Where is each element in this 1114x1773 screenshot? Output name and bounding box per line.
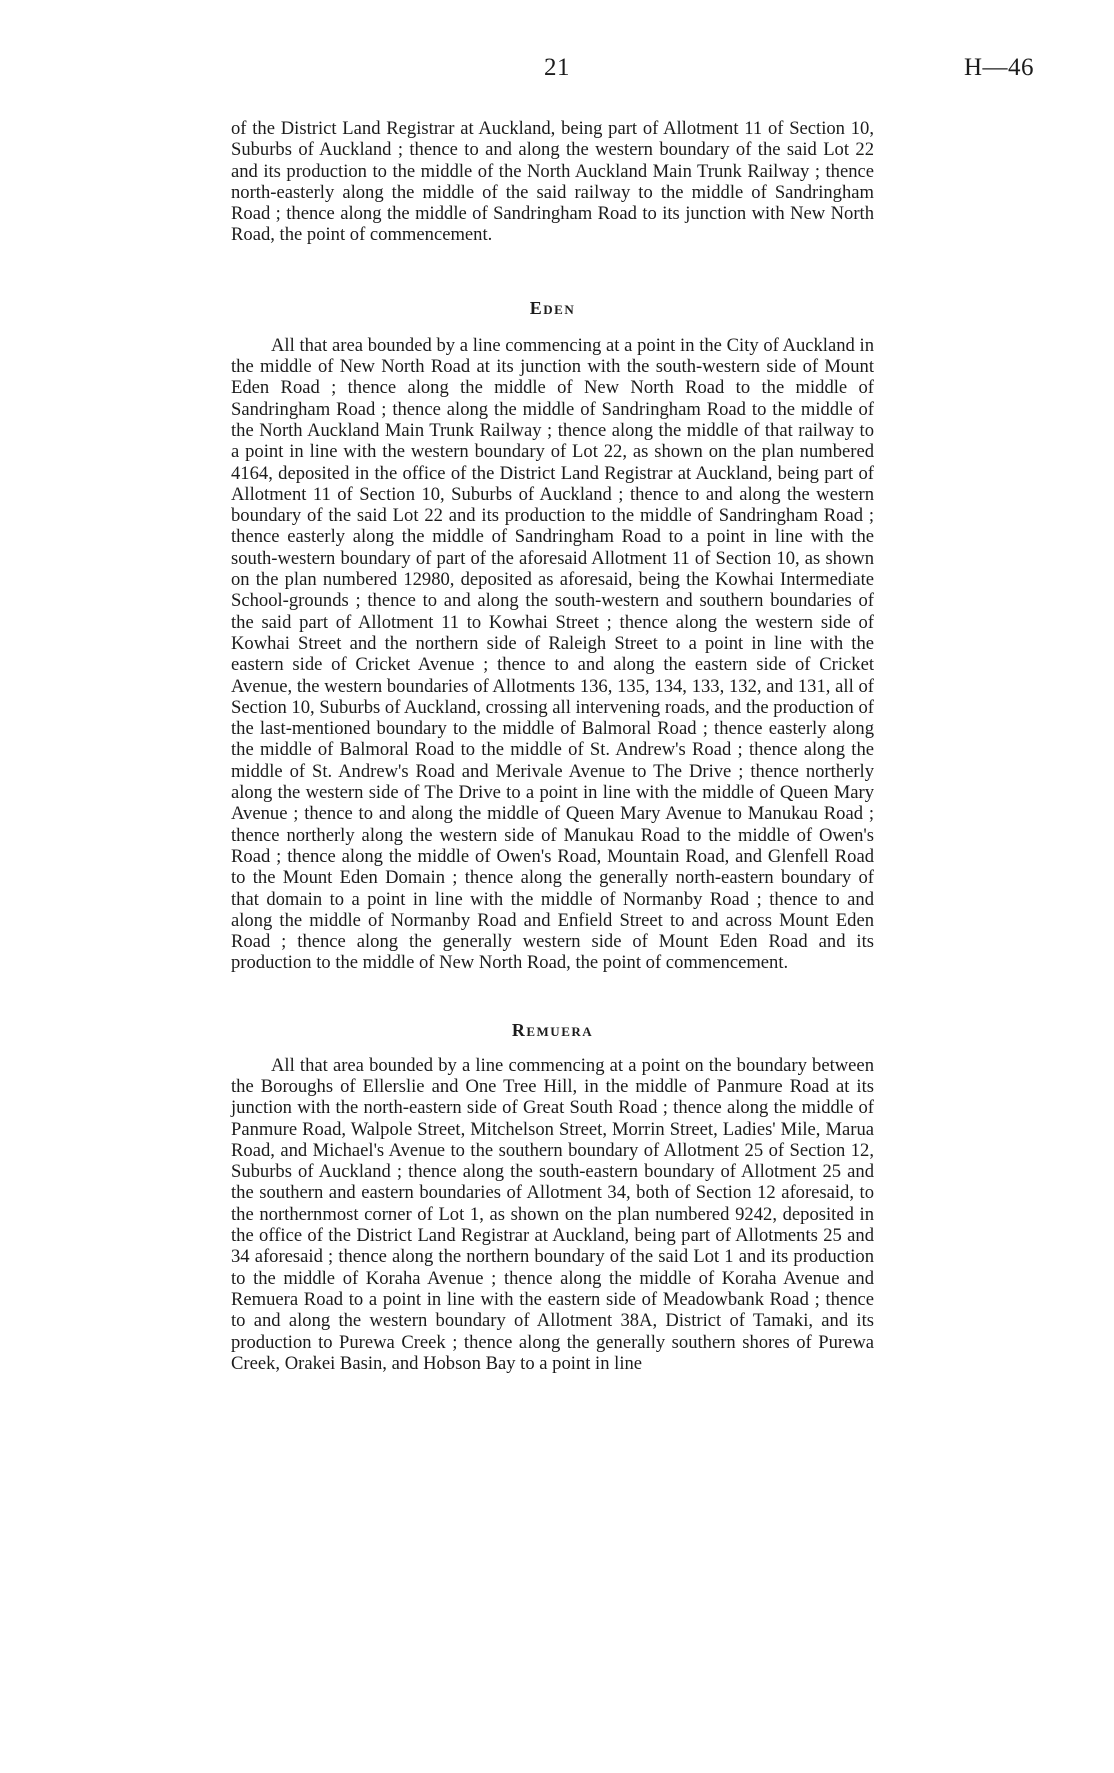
section-text-remuera: All that area bounded by a line commencing at a point on the boundary between the Boroughs of Ellerslie and One Tree Hill, in the middle of Panmure Road at its junction with the north-eastern side of Great South Road ; thence along the middle of Panmure Road, Walpole Street, Mitchelson Street, Morrin Street, Ladies' Mile, Marua Road, and Michael's Avenue to the southern boundary of Allotment 25 of Section 12, Suburbs of Auckland ; thence along the south-eastern boundary of Allotment 25 and the southern and eastern boundaries of Allotment 34, both of Section 12 aforesaid, to the northernmost corner of Lot 1, as shown on the plan numbered 9242, deposited in the office of the District Land Registrar at Auckland, being part of Allotments 25 and 34 aforesaid ; thence along the northern boundary of the said Lot 1 and its production to the middle of Koraha Avenue ; thence along the middle of Koraha Avenue and Remuera Road to a point in line with the eastern side of Meadowbank Road ; thence to and along the western boundary of Allotment 38A, District of Tamaki, and its production to Purewa Creek ; thence along the generally southern shores of Purewa Creek, Orakei Basin, and Hobson Bay to a point in line bbox=[231, 1054, 874, 1374]
section-heading-remuera: Remuera bbox=[511, 1019, 594, 1040]
page-reference: H—46 bbox=[963, 54, 1034, 81]
section-text-eden: All that area bounded by a line commencing at a point in the City of Auckland in the middle of New North Road at its junction with the south-western side of Mount Eden Road ; thence along the middle of New North Road to the middle of Sandringham Road ; thence along the middle of Sandringham Road to the middle of the North Auckland Main Trunk Railway ; thence along the middle of that railway to a point in line with the western boundary of Lot 22, as shown on the plan numbered 4164, deposited in the office of the District Land Registrar at Auckland, being part of Allotment 11 of Section 10, Suburbs of Auckland ; thence to and along the western boundary of the said Lot 22 and its production to the middle of Sandringham Road ; thence easterly along the middle of Sandringham Road to a point in line with the south-western boundary of part of the aforesaid Allotment 11 of Section 10, as shown on the plan numbered 12980, deposited as aforesaid, being the Kowhai Intermediate School-grounds ; thence to and along the south-western and southern boundaries of the said part of Allotment 11 to Kowhai Street ; thence along the western side of Kowhai Street and the northern side of Raleigh Street to a point in line with the eastern side of Cricket Avenue ; thence to and along the eastern side of Cricket Avenue, the western boundaries of Allotments 136, 135, 134, 133, 132, and 131, all of Section 10, Suburbs of Auckland, crossing all intervening roads, and the production of the last-mentioned boundary to the middle of Balmoral Road ; thence easterly along the middle of Balmoral Road to the middle of St. Andrew's Road ; thence along the middle of St. Andrew's Road and Merivale Avenue to The Drive ; thence northerly along the western side of The Drive to a point in line with the middle of Queen Mary Avenue ; thence to and along the middle of Queen Mary Avenue to Manukau Road ; thence northerly along the western side of Manukau Road to the middle of Owen's Road ; thence along the middle of Owen's Road, Mountain Road, and Glenfell Road to the Mount Eden Domain ; thence along the generally north-eastern boundary of that domain to a point in line with the middle of Normanby Road ; thence to and along the middle of Normanby Road and Enfield Street to and across Mount Eden Road ; thence along the generally western side of Mount Eden Road and its production to the middle of New North Road, the point of commencement. bbox=[231, 334, 874, 974]
page-number: 21 bbox=[544, 54, 570, 81]
text-column bbox=[231, 118, 874, 1374]
intro-paragraph: of the District Land Registrar at Auckland, being part of Allotment 11 of Section 10, Suburbs of Auckland ; thence to and along the western boundary of the said Lot 22 and its production to the middle of the North Auckland Main Trunk Railway ; thence north-easterly along the middle of the said railway to the middle of Sandringham Road ; thence along the middle of Sandringham Road to its junction with New North Road, the point of commencement. bbox=[231, 118, 874, 246]
section-heading-eden: Eden bbox=[529, 297, 576, 318]
